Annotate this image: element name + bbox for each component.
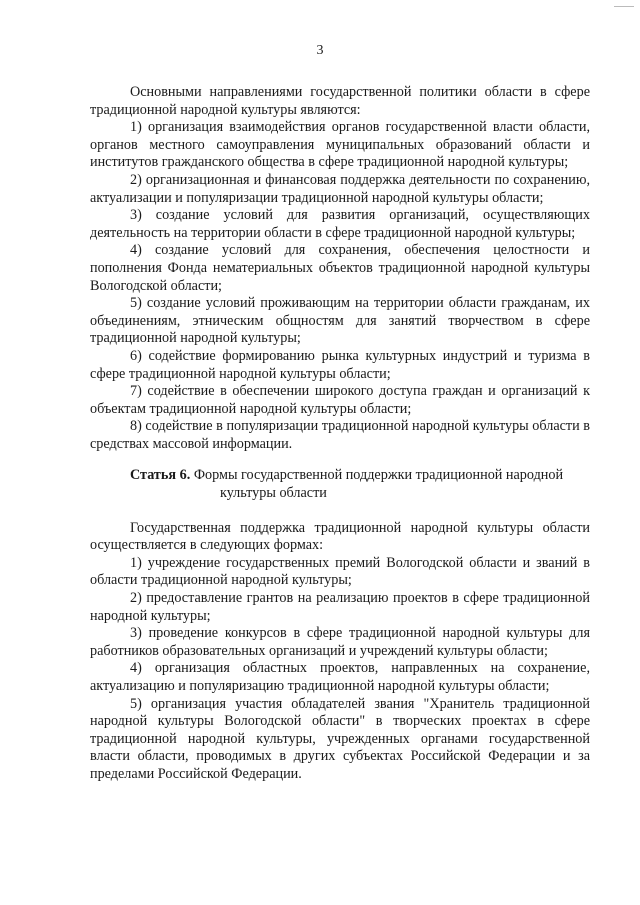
form-item-3: 3) проведение конкурсов в сфере традиционной народной культуры для работников образовательных организаций и учреждений культуры области; [90, 625, 590, 659]
direction-item-6: 6) содействие формированию рынка культурных индустрий и туризма в сфере традиционной народной культуры области; [90, 347, 590, 382]
direction-item-2: 2) организационная и финансовая поддержка деятельности по сохранению, актуализации и популяризации традиционной народной культуры области; [90, 171, 590, 206]
direction-item-8: 8) содействие в популяризации традиционной народной культуры области в средствах массовой информации. [90, 418, 590, 452]
article-label: Статья 6. [130, 467, 191, 484]
form-item-1: 1) учреждение государственных премий Вологодской области и званий в области традиционной народной культуры; [90, 554, 590, 589]
direction-item-4: 4) создание условий для сохранения, обеспечения целостности и пополнения Фонда нематериальных объектов традиционной народной культуры Вологодской области; [90, 242, 590, 294]
article-title-line-1: Формы государственной поддержки традиционной народной [193, 467, 564, 484]
document-body [90, 84, 590, 784]
direction-item-1: 1) организация взаимодействия органов государственной власти области, органов местного самоуправления муниципальных образований области и институтов гражданского общества в сфере традиционной народной культуры; [90, 119, 590, 171]
forms-intro: Государственная поддержка традиционной народной культуры области осуществляется в следующих формах: [90, 519, 590, 554]
article-title-line-2: культуры области [220, 485, 327, 502]
page-number: 3 [316, 43, 324, 58]
article-heading [90, 467, 590, 502]
form-item-4: 4) организация областных проектов, направленных на сохранение, актуализацию и популяризацию традиционной народной культуры области; [90, 660, 590, 694]
scan-corner-mark [614, 0, 634, 7]
direction-item-5: 5) создание условий проживающим на территории области гражданам, их объединениям, этническим общностям для занятий творчеством в сфере традиционной народной культуры; [90, 295, 590, 347]
form-item-2: 2) предоставление грантов на реализацию проектов в сфере традиционной народной культуры; [90, 590, 590, 624]
directions-intro: Основными направлениями государственной политики области в сфере традиционной народной культуры являются: [90, 84, 590, 118]
direction-item-3: 3) создание условий для развития организаций, осуществляющих деятельность на территории области в сфере традиционной народной культуры; [90, 207, 590, 241]
form-item-5: 5) организация участия обладателей звания "Хранитель традиционной народной культуры Вологодской области" в творческих проектах в сфере традиционной народной культуры, учрежденных органами государственной власти области, проводимых в других субъектах Российской Федерации и за пределами Российской Федерации. [90, 695, 590, 782]
direction-item-7: 7) содействие в обеспечении широкого доступа граждан и организаций к объектам традиционной народной культуры области; [90, 383, 590, 417]
